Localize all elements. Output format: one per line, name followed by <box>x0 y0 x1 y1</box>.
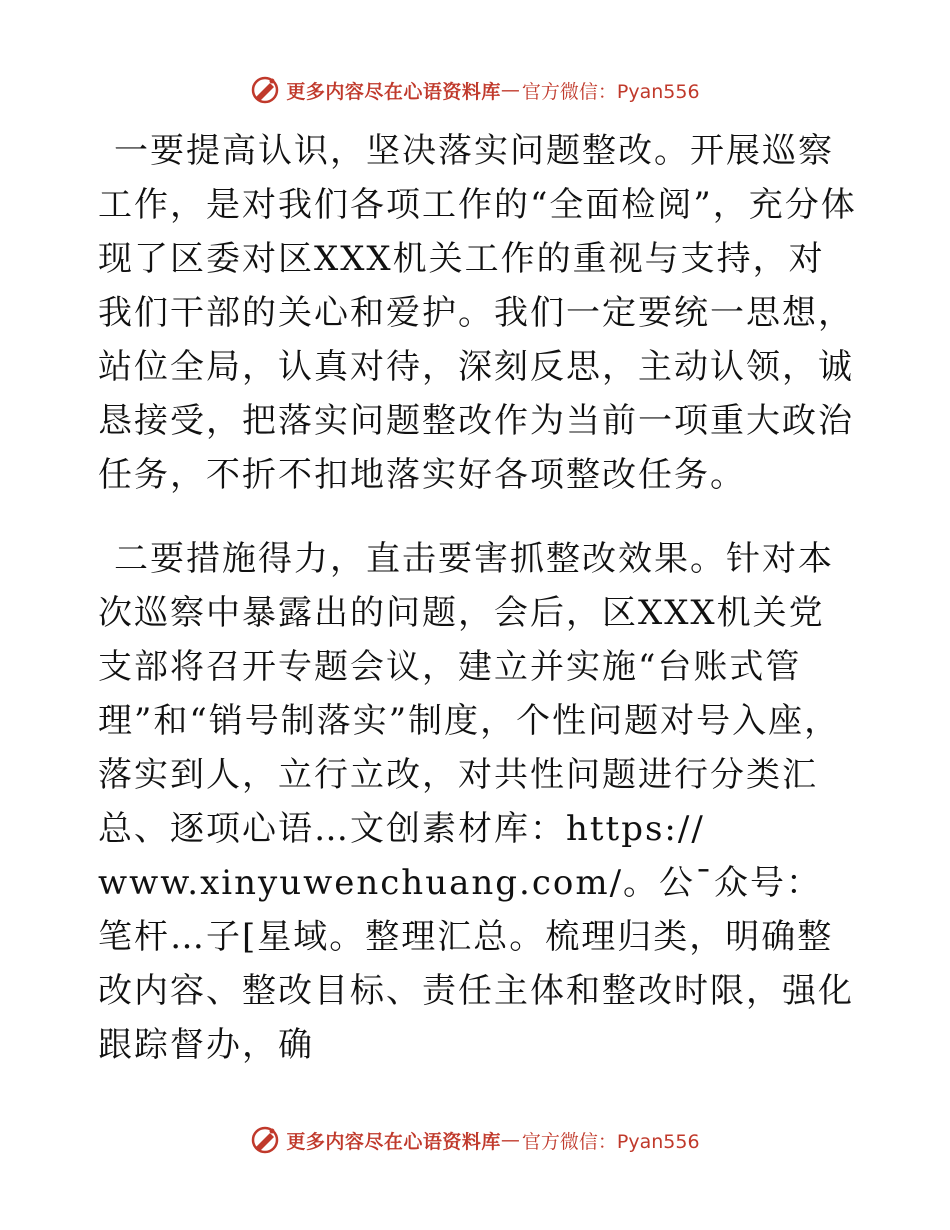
footer-brand-text: 更多内容尽在心语资料库 <box>286 1130 501 1153</box>
paragraph-1: 一要提高认识，坚决落实问题整改。开展巡察工作，是对我们各项工作的“全面检阅”，充分体现了区委对区XXX机关工作的重视与支持，对我们干部的关心和爱护。我们一定要统一思想，站位全局，认真对待，深刻反思，主动认领，诚恳接受，把落实问题整改作为当前一项重大政治任务，不折不扣地落实好各项整改任务。 <box>98 131 857 495</box>
footer-wechat-text: 官方微信：Pyan556 <box>521 1130 700 1153</box>
header-wechat-text: 官方微信：Pyan556 <box>521 80 700 103</box>
pen-logo-icon <box>250 75 280 105</box>
pen-logo-icon <box>250 1125 280 1155</box>
document-body <box>98 124 858 1072</box>
footer-dash: — <box>500 1129 520 1151</box>
header-watermark <box>0 70 950 110</box>
footer-watermark <box>0 1120 950 1160</box>
header-dash: — <box>500 79 520 101</box>
paragraph-2: 二要措施得力，直击要害抓整改效果。针对本次巡察中暴露出的问题，会后，区XXX机关党支部将召开专题会议，建立并实施“台账式管理”和“销号制落实”制度，个性问题对号入座，落实到人，立行立改，对共性问题进行分类汇总、逐项心语…文创素材库：https:// www.xinyuwenchuang.com/。公¯众号：笔杆…子[星域。整理汇总。梳理归类，明确整改内容、整改目标、责任主体和整改时限，强化跟踪督办，确 <box>98 539 854 1065</box>
header-brand-text: 更多内容尽在心语资料库 <box>286 80 501 103</box>
